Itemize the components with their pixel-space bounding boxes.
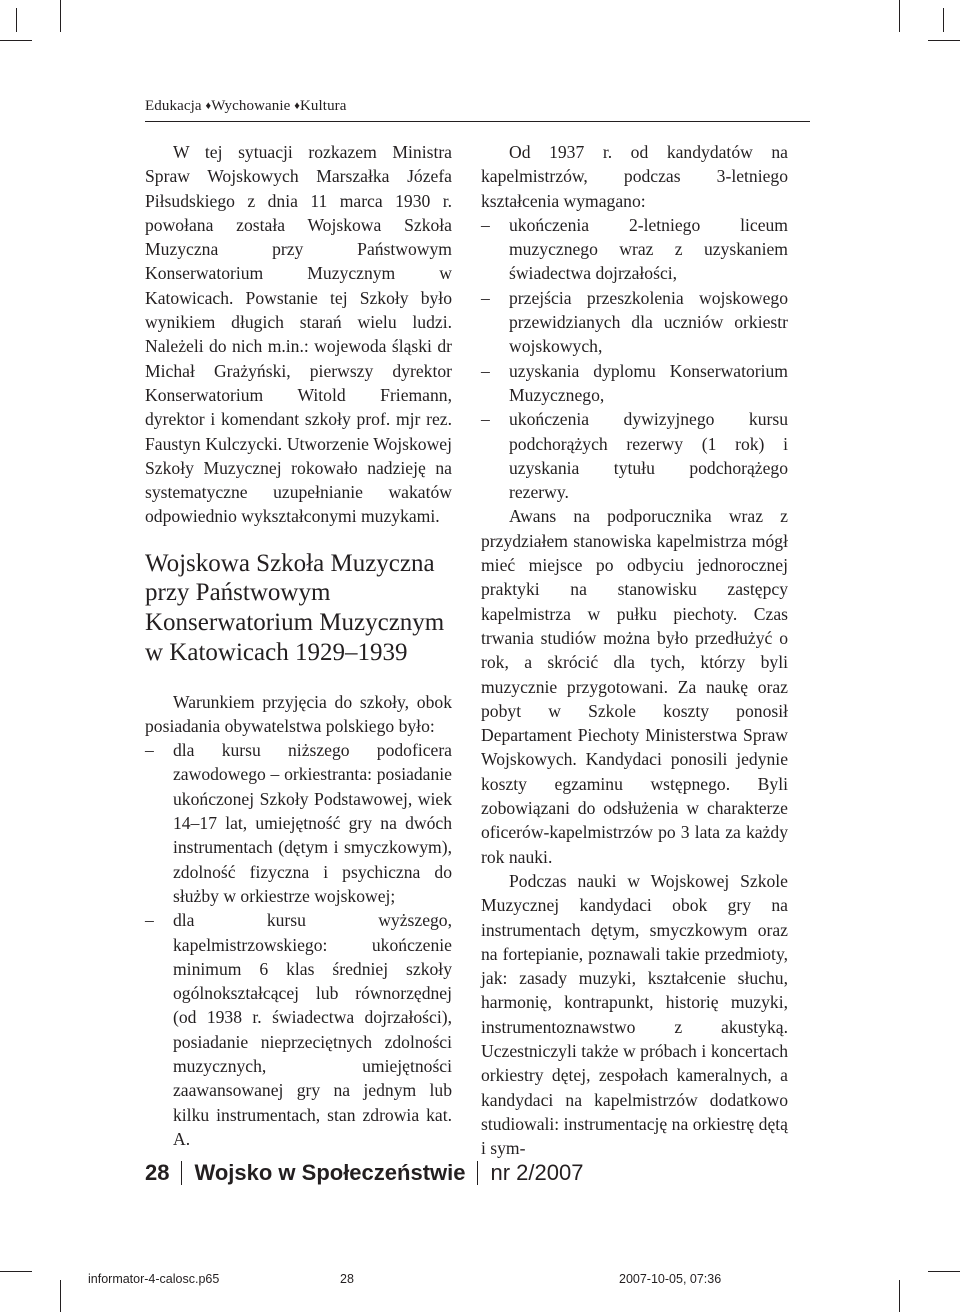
list-item-text: dla kursu niższego podoficera zawodowego – orkiestranta: posiadanie ukończonej Szkoły Podstawowej, wiek 14–17 lat, umiejętność gry na dwóch instrumentach (dętym i smyczkowym), zdolność fizyczna i psychiczna do służby w orkiestrze wojskowej;	[173, 740, 452, 906]
header-section-culture: Kultura	[300, 98, 347, 114]
slug-filename: informator-4-calosc.p65	[88, 1272, 220, 1286]
page-footer	[145, 1160, 583, 1186]
running-header	[145, 98, 347, 115]
list-item	[145, 738, 452, 908]
list-item-text: przejścia przeszkolenia wojskowego przewidzianych dla uczniów orkiestr wojskowych,	[509, 287, 788, 357]
list-item	[481, 213, 788, 286]
header-divider	[145, 121, 810, 122]
promotion-paragraph: Awans na podporucznika wraz z przydziałem stanowiska kapelmistrza mógł mieć miejsce po odbyciu jednorocznej praktyki na stanowisku zastępcy kapelmistrza w pułku piechoty. Czas trwania studiów można było przedłużyć o rok, a skrócić dla tych, którzy byli muzycznie przygotowani. Za naukę oraz pobyt w Szkole koszty ponosił Departament Piechoty Ministerstwa Spraw Wojskowych. Kandydaci ponosili jedynie koszty egzaminu wstępnego. Byli zobowiązani do odsłużenia w charakterze oficerów-kapelmistrzów po 3 lata za każdy rok nauki.	[481, 506, 788, 867]
from-1937-paragraph: Od 1937 r. od kandydatów na kapelmistrzów, podczas 3-letniego kształcenia wymagano:	[481, 142, 788, 211]
magazine-title: Wojsko w Społeczeństwie	[194, 1160, 466, 1185]
list-item-text: ukończenia 2-letniego liceum muzycznego wraz z uzyskaniem świadectwa dojrzałości,	[509, 214, 788, 284]
list-item	[145, 908, 452, 1151]
admission-conditions-list	[145, 738, 452, 1151]
list-item	[481, 359, 788, 408]
studies-paragraph: Podczas nauki w Wojskowej Szkole Muzycznej kandydaci obok gry na instrumentach dętym, smyczkowym oraz na fortepianie, poznawali takie przedmioty, jak: zasady muzyki, kształcenie słuchu, harmonię, kontrapunkt, historię muzyki, instrumentoznawstwo z akustyką. Uczestniczyli także w próbach i koncertach orkiestry dętej, zespołach kameralnych, a kandydaci na kapelmistrzów dodatkowo studiowali: instrumentację na orkiestrę dętą i sym-	[481, 870, 788, 1159]
right-column	[481, 140, 788, 1160]
dash-marker: –	[481, 360, 490, 381]
slug-datetime: 2007-10-05, 07:36	[619, 1272, 722, 1286]
list-item	[481, 286, 788, 359]
footer-divider	[181, 1161, 182, 1185]
list-item-text: uzyskania dyplomu Konserwatorium Muzycznego,	[509, 360, 788, 405]
intro-paragraph: W tej sytuacji rozkazem Ministra Spraw Wojskowych Marszałka Józefa Piłsudskiego z dnia 11 marca 1930 r. powołana została Wojskowa Szkoła Muzyczna przy Państwowym Konserwatorium Muzycznym w Katowicach. Powstanie tej Szkoły było wynikiem długich starań wielu ludzi. Należeli do nich m.in.: wojewoda śląski dr Michał Grażyński, pierwszy dyrektor Konserwatorium Witold Friemann, dyrektor i komendant szkoły prof. mjr rez. Faustyn Kulczycki. Utworzenie Wojskowej Szkoły Muzycznej rokowało nadzieję na systematyczne uzupełnianie wakatów odpowiednio wykształconymi muzykami.	[145, 142, 452, 527]
list-item-text: dla kursu wyższego, kapelmistrzowskiego: ukończenie minimum 6 klas średniej szkoły ogólnokształcącej lub równorzędnej (od 1938 r. świadectwa dojrzałości), posiadanie nieprzeciętnych zdolności muzycznych, umiejętności zaawansowanej gry na jednym lub kilku instrumentach, stan zdrowia kat. A.	[173, 910, 452, 1149]
dash-marker: –	[481, 287, 490, 308]
footer-divider	[477, 1161, 478, 1185]
diamond-icon: ♦	[205, 100, 212, 112]
page-number: 28	[145, 1160, 170, 1185]
slug-page: 28	[340, 1272, 354, 1286]
header-section-education: Edukacja	[145, 98, 202, 114]
header-section-upbringing: Wychowanie	[211, 98, 291, 114]
diamond-icon: ♦	[294, 100, 300, 112]
admission-conditions-intro: Warunkiem przyjęcia do szkoły, obok posiadania obywatelstwa polskiego było:	[145, 691, 452, 736]
dash-marker: –	[481, 214, 490, 235]
section-heading: Wojskowa Szkoła Muzyczna przy Państwowym Konserwatorium Muzycznym w Katowicach 1929–1939	[145, 549, 445, 666]
issue-number: nr 2/2007	[490, 1160, 584, 1185]
dash-marker: –	[145, 910, 154, 931]
dash-marker: –	[481, 409, 490, 430]
list-item-text: ukończenia dywizyjnego kursu podchorążych rezerwy (1 rok) i uzyskania tytułu podchorążego rezerwy.	[509, 409, 788, 503]
list-item	[481, 407, 788, 504]
dash-marker: –	[145, 740, 154, 761]
requirements-list	[481, 213, 788, 505]
left-column	[145, 140, 452, 1151]
